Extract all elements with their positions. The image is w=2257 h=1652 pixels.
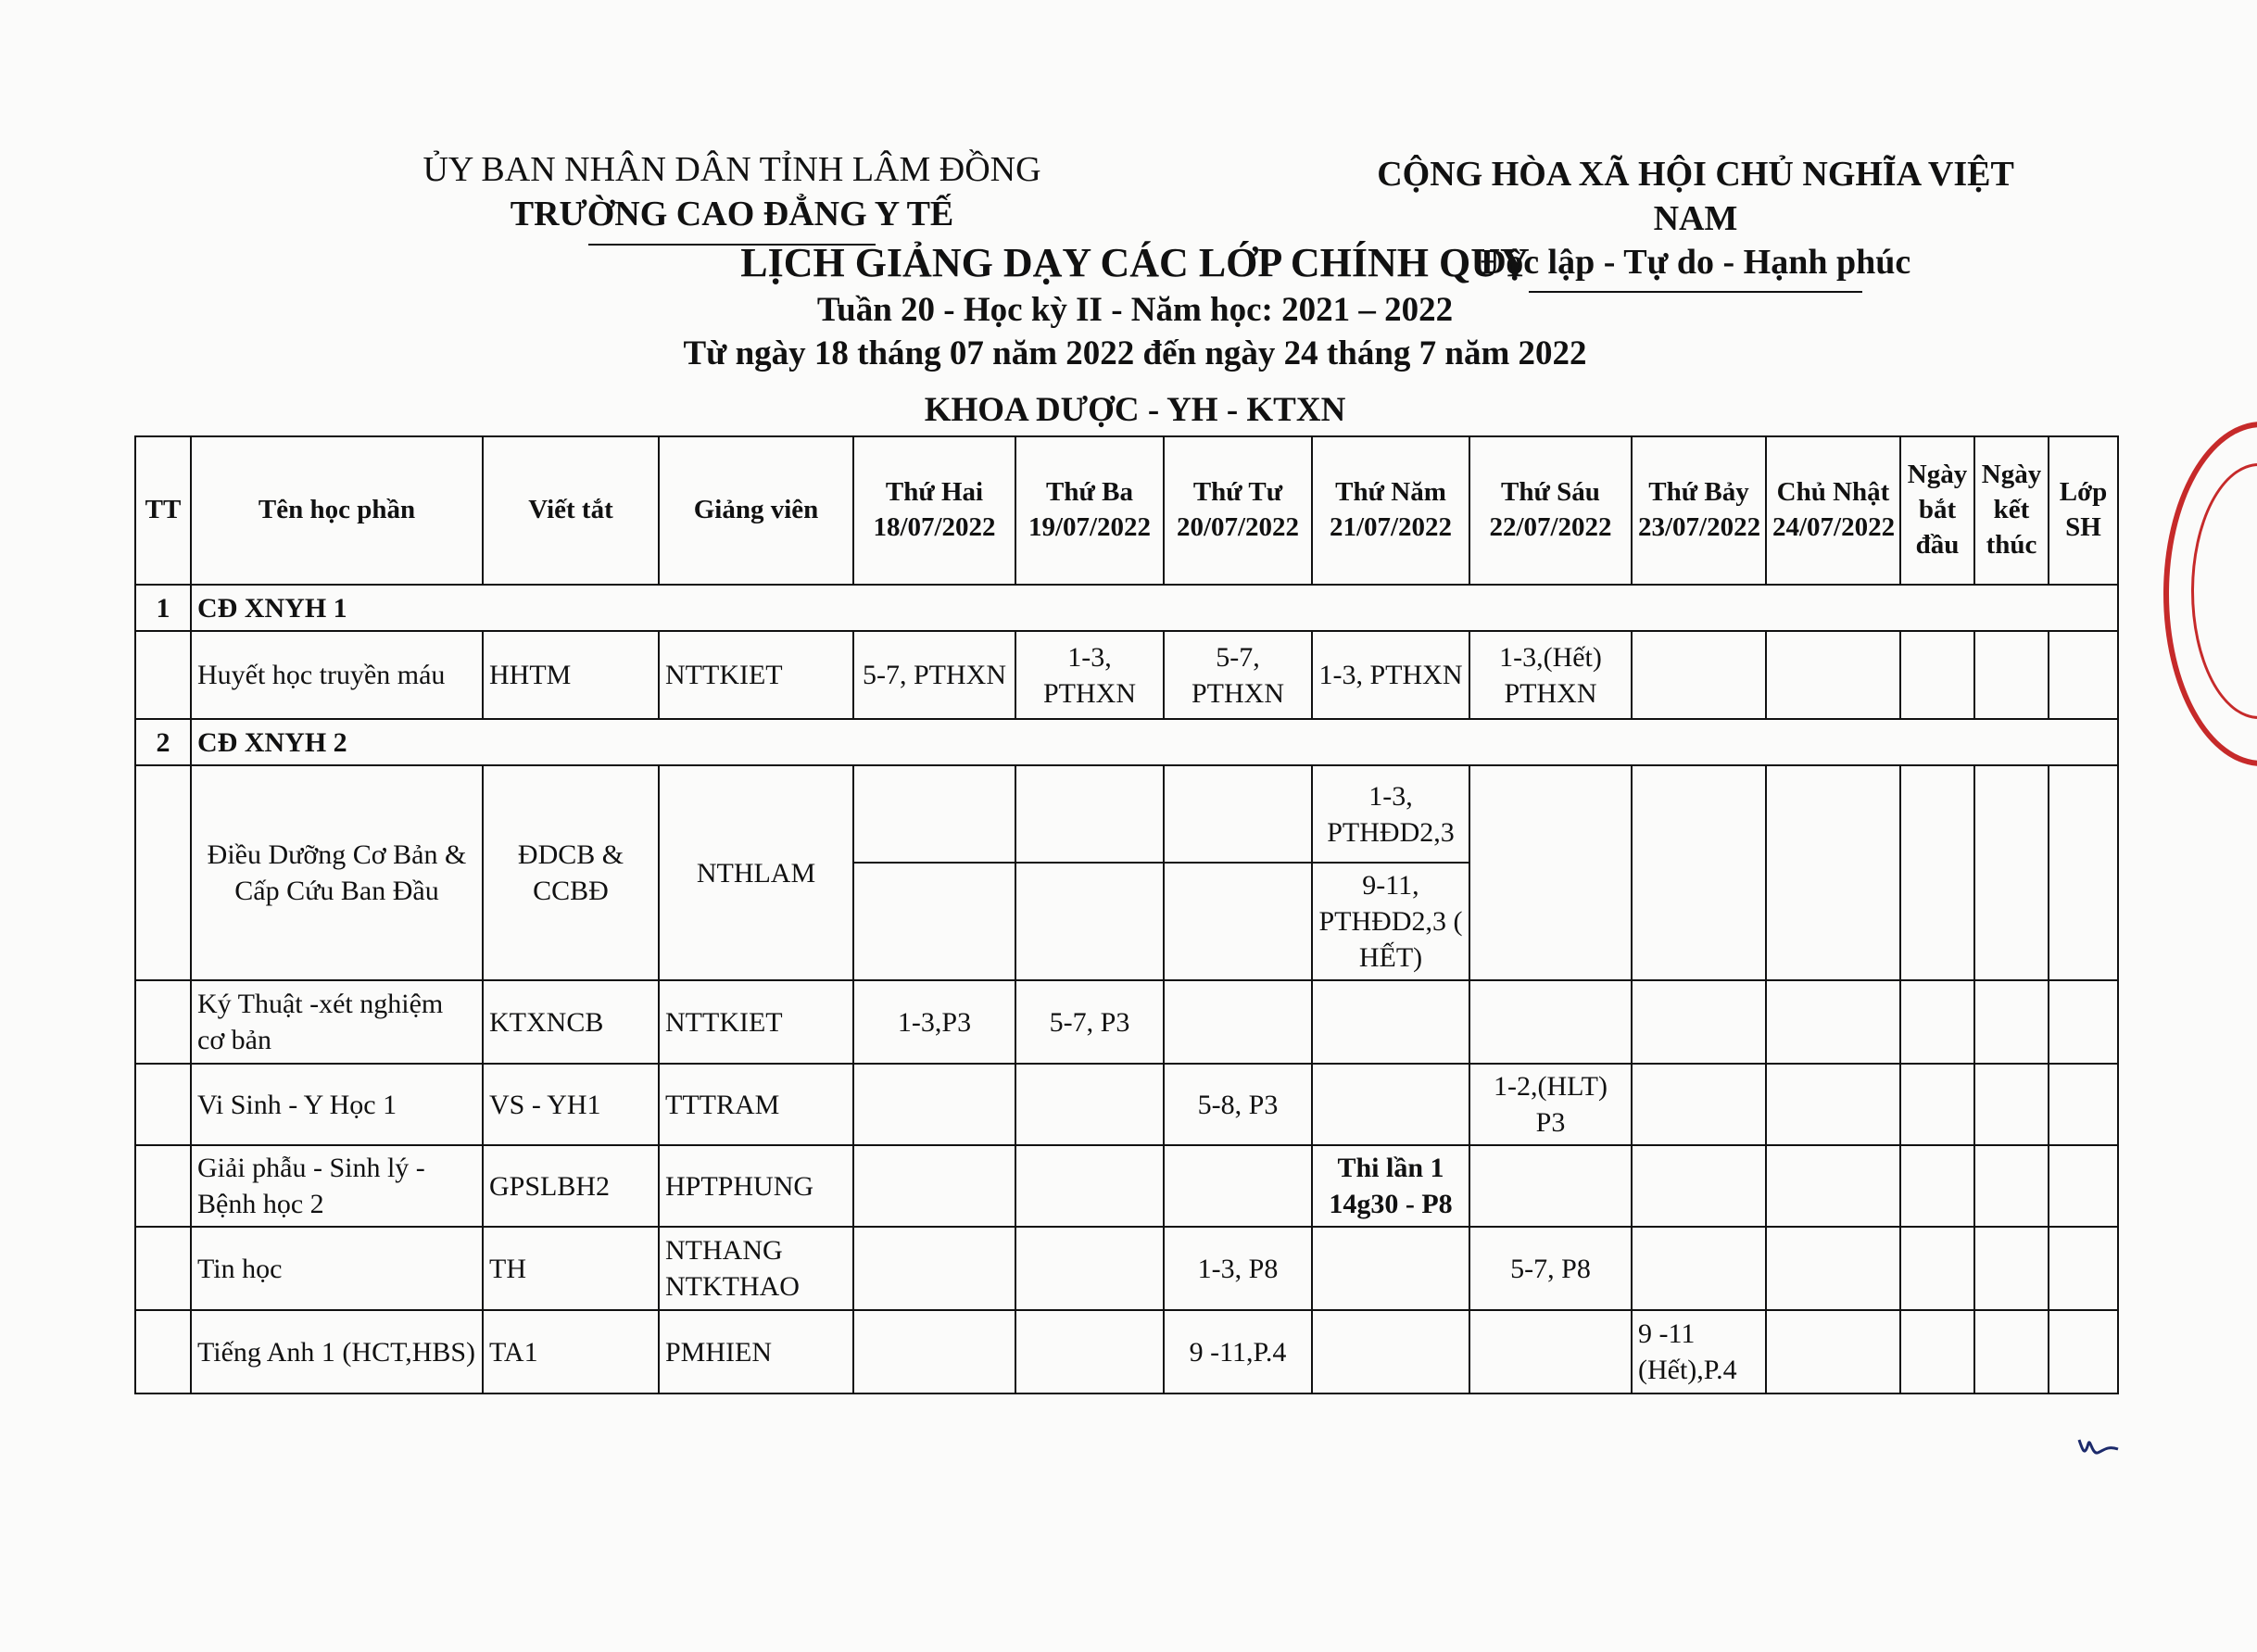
col-sat-label: Thứ Bảy [1648,477,1749,508]
col-mon-label: Thứ Hai [885,477,984,508]
header-row [135,436,2118,585]
table-row-ktxn [135,980,2118,1064]
cell-end [1974,1310,2049,1393]
cell-subject: Huyết học truyền máu [191,631,483,719]
cell-fri: 1-3,(Hết) PTHXN [1469,631,1632,719]
province-committee: ỦY BAN NHÂN DÂN TỈNH LÂM ĐỒNG [422,150,1041,189]
col-fri-date: 22/07/2022 [1489,512,1612,542]
motto: Độc lập - Tự do - Hạnh phúc [1480,243,1911,282]
col-abbr: Viết tắt [483,436,659,585]
cell-thu [1312,980,1469,1064]
cell-sun [1766,1145,1900,1227]
cell-tt [135,980,191,1064]
cell-sat [1632,1064,1766,1145]
title-block [556,239,1714,430]
cell-thu: 9-11, PTHĐD2,3 ( HẾT) [1312,863,1469,980]
table-row-th [135,1227,2118,1310]
col-tt: TT [135,436,191,585]
cell-sun [1766,1064,1900,1145]
cell-mon [853,863,1015,980]
date-range: Từ ngày 18 tháng 07 năm 2022 đến ngày 24 tháng 7 năm 2022 [683,334,1587,372]
col-sun-label: Chủ Nhật [1776,477,1890,508]
cell-subject: Tin học [191,1227,483,1310]
col-tue-date: 19/07/2022 [1028,512,1152,542]
schedule-table [134,435,2119,1394]
cell-thu: Thi lần 1 14g30 - P8 [1312,1145,1469,1227]
cell-abbr: GPSLBH2 [483,1145,659,1227]
cell-wed: 9 -11,P.4 [1164,1310,1312,1393]
cell-class [2049,1227,2118,1310]
cell-end [1974,1145,2049,1227]
cell-tt [135,1227,191,1310]
cell-class [2049,1064,2118,1145]
cell-wed [1164,980,1312,1064]
group-name: CĐ XNYH 2 [191,719,2118,765]
group-row-2 [135,719,2118,765]
cell-sun [1766,765,1900,980]
col-mon-date: 18/07/2022 [873,512,996,542]
page-title: LỊCH GIẢNG DẠY CÁC LỚP CHÍNH QUY [740,240,1530,285]
table-row-ta [135,1310,2118,1393]
cell-sun [1766,1227,1900,1310]
cell-end [1974,1064,2049,1145]
cell-abbr: ĐDCB & CCBĐ [483,765,659,980]
cell-tt [135,631,191,719]
cell-wed [1164,863,1312,980]
cell-fri [1469,1145,1632,1227]
cell-start [1900,1310,1974,1393]
col-sun [1766,436,1900,585]
col-mon [853,436,1015,585]
cell-thu: 1-3, PTHXN [1312,631,1469,719]
cell-tue [1015,1227,1164,1310]
cell-sun [1766,1310,1900,1393]
cell-tue [1015,863,1164,980]
col-tue-label: Thứ Ba [1046,477,1133,508]
cell-lecturer: NTTKIET [659,631,853,719]
col-fri [1469,436,1632,585]
col-wed [1164,436,1312,585]
col-class: Lớp SH [2049,436,2118,585]
cell-wed: 5-7, PTHXN [1164,631,1312,719]
cell-tt [135,765,191,980]
cell-lecturer: HPTPHUNG [659,1145,853,1227]
cell-sat [1632,980,1766,1064]
cell-tue [1015,1310,1164,1393]
col-fri-label: Thứ Sáu [1501,477,1600,508]
cell-abbr: HHTM [483,631,659,719]
cell-end [1974,765,2049,980]
cell-lecturer: NTHLAM [659,765,853,980]
col-thu-date: 21/07/2022 [1329,512,1453,542]
cell-mon [853,1145,1015,1227]
cell-tue [1015,1064,1164,1145]
cell-lecturer: PMHIEN [659,1310,853,1393]
cell-class [2049,631,2118,719]
country-name: CỘNG HÒA XÃ HỘI CHỦ NGHĨA VIỆT NAM [1377,155,2014,238]
group-name: CĐ XNYH 1 [191,585,2118,631]
cell-fri [1469,765,1632,980]
col-wed-date: 20/07/2022 [1176,512,1300,542]
cell-start [1900,1145,1974,1227]
cell-tt [135,1145,191,1227]
cell-class [2049,980,2118,1064]
table-row-ddcb-a [135,765,2118,863]
cell-tue: 5-7, P3 [1015,980,1164,1064]
cell-fri [1469,1310,1632,1393]
group-tt: 2 [135,719,191,765]
cell-end [1974,631,2049,719]
cell-class [2049,1145,2118,1227]
cell-tt [135,1310,191,1393]
cell-thu [1312,1227,1469,1310]
cell-abbr: VS - YH1 [483,1064,659,1145]
cell-lecturer: NTTKIET [659,980,853,1064]
cell-sat [1632,1227,1766,1310]
group-row-1 [135,585,2118,631]
cell-sat [1632,765,1766,980]
cell-lecturer: NTHANG NTKTHAO [659,1227,853,1310]
table-row-htm [135,631,2118,719]
cell-lecturer: TTTRAM [659,1064,853,1145]
col-start: Ngày bắt đầu [1900,436,1974,585]
cell-thu [1312,1064,1469,1145]
cell-fri [1469,980,1632,1064]
cell-tt [135,1064,191,1145]
cell-wed [1164,1145,1312,1227]
week-line: Tuần 20 - Học kỳ II - Năm học: 2021 – 2022 [816,291,1454,329]
cell-class [2049,1310,2118,1393]
col-sat [1632,436,1766,585]
cell-subject: Điều Dưỡng Cơ Bản & Cấp Cứu Ban Đầu [191,765,483,980]
col-end: Ngày kết thúc [1974,436,2049,585]
col-lecturer: Giảng viên [659,436,853,585]
col-wed-label: Thứ Tư [1192,477,1283,508]
cell-end [1974,980,2049,1064]
cell-thu: 1-3, PTHĐD2,3 [1312,765,1469,863]
table-row-vs [135,1064,2118,1145]
cell-abbr: TA1 [483,1310,659,1393]
cell-fri: 1-2,(HLT) P3 [1469,1064,1632,1145]
cell-sat [1632,631,1766,719]
school-name: TRƯỜNG CAO ĐẲNG Y TẾ [510,194,954,233]
cell-tue [1015,1145,1164,1227]
cell-wed [1164,765,1312,863]
cell-class [2049,765,2118,980]
col-sat-date: 23/07/2022 [1638,512,1761,542]
cell-wed: 1-3, P8 [1164,1227,1312,1310]
col-thu [1312,436,1469,585]
cell-start [1900,1064,1974,1145]
cell-wed: 5-8, P3 [1164,1064,1312,1145]
cell-end [1974,1227,2049,1310]
cell-thu [1312,1310,1469,1393]
col-subject: Tên học phần [191,436,483,585]
cell-subject: Vi Sinh - Y Học 1 [191,1064,483,1145]
cell-tue: 1-3, PTHXN [1015,631,1164,719]
col-thu-label: Thứ Năm [1335,477,1446,508]
cell-start [1900,1227,1974,1310]
cell-tue [1015,765,1164,863]
cell-subject: Tiếng Anh 1 (HCT,HBS) [191,1310,483,1393]
faculty-name: KHOA DƯỢC - YH - KTXN [924,391,1346,429]
table-row-gpsl [135,1145,2118,1227]
cell-mon [853,1064,1015,1145]
cell-subject: Ký Thuật -xét nghiệm cơ bản [191,980,483,1064]
cell-mon [853,765,1015,863]
col-sun-date: 24/07/2022 [1772,512,1896,542]
cell-fri: 5-7, P8 [1469,1227,1632,1310]
initials-signature-icon [2075,1434,2122,1462]
cell-mon: 1-3,P3 [853,980,1015,1064]
cell-sun [1766,631,1900,719]
group-tt: 1 [135,585,191,631]
header-left [398,148,1065,246]
cell-start [1900,980,1974,1064]
cell-mon [853,1227,1015,1310]
cell-abbr: TH [483,1227,659,1310]
cell-start [1900,631,1974,719]
col-tue [1015,436,1164,585]
cell-start [1900,765,1974,980]
cell-sat [1632,1145,1766,1227]
cell-subject: Giải phẫu - Sinh lý - Bệnh học 2 [191,1145,483,1227]
cell-abbr: KTXNCB [483,980,659,1064]
cell-sun [1766,980,1900,1064]
cell-sat: 9 -11 (Hết),P.4 [1632,1310,1766,1393]
cell-mon: 5-7, PTHXN [853,631,1015,719]
cell-mon [853,1310,1015,1393]
